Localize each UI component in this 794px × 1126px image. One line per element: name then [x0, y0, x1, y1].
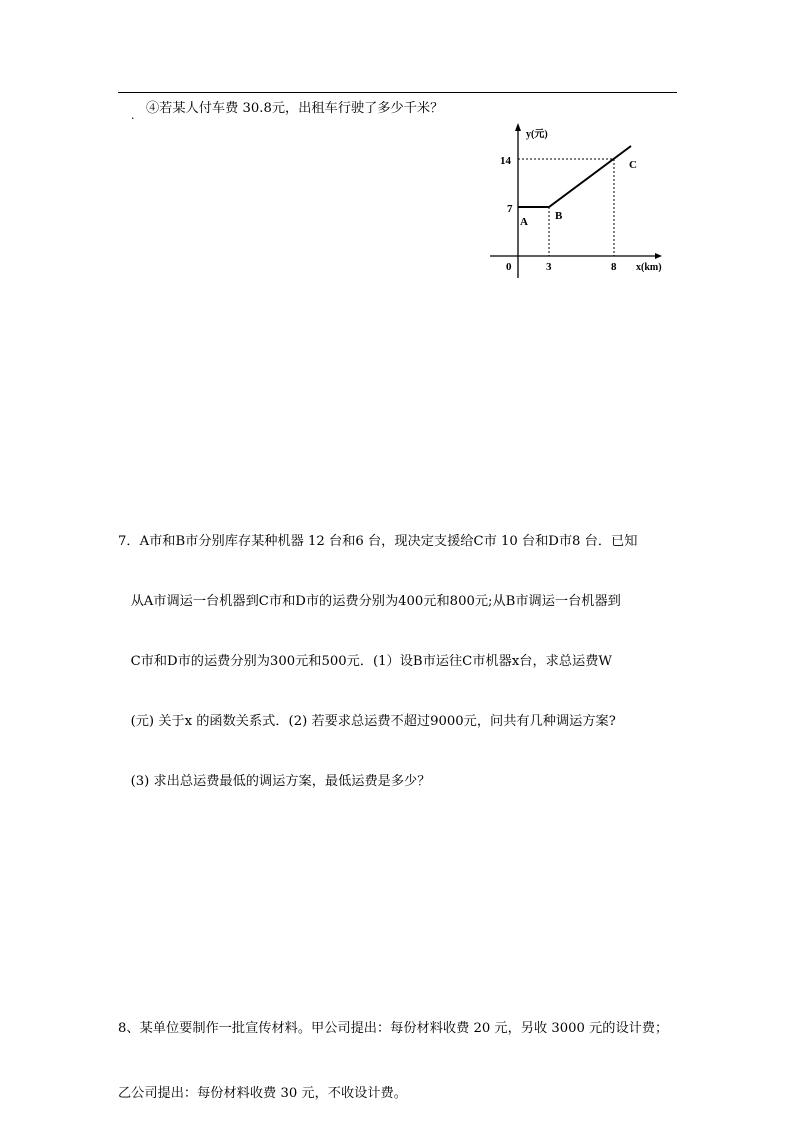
- question-7-line: C市和D市的运费分别为300元和500元．(1）设B市运往C市机器x台，求总运费W: [118, 654, 612, 669]
- x-axis-label: x(km): [636, 262, 662, 273]
- question-6-part-4: ④若某人付车费 30.8元，出租车行驶了多少千米？: [146, 101, 444, 116]
- question-8-line: 8、某单位要制作一批宣传材料。甲公司提出：每份材料收费 20 元，另收 3000 元的设计费；: [118, 1021, 669, 1036]
- question-7-line: (3) 求出总运费最低的调运方案，最低运费是多少？: [118, 774, 431, 789]
- x-tick-3: 3: [546, 261, 552, 273]
- y-axis-arrow: [515, 123, 521, 131]
- point-label-b: B: [555, 210, 563, 222]
- y-axis-label: y(元): [526, 129, 548, 140]
- question-7-line: (元) 关于x 的函数关系式．(2) 若要求总运费不超过9000元，问共有几种调运方案?: [118, 714, 616, 729]
- y-tick-14: 14: [500, 155, 511, 167]
- question-7-line: 7．A市和B市分别库存某种机器 12 台和6 台，现决定支援给C市 10 台和D市8 台．已知: [118, 534, 638, 549]
- origin-label: 0: [506, 261, 512, 273]
- question-7-line: 从A市调运一台机器到C市和D市的运费分别为400元和800元;从B市调运一台机器到: [118, 594, 621, 609]
- fare-graph-svg: [488, 118, 674, 278]
- point-label-a: A: [520, 216, 528, 228]
- question-8-line: 乙公司提出：每份材料收费 30 元，不收设计费。: [118, 1085, 407, 1101]
- y-tick-7: 7: [507, 203, 513, 215]
- x-axis-arrow: [655, 253, 662, 259]
- x-tick-8: 8: [611, 261, 617, 273]
- point-label-c: C: [629, 159, 637, 171]
- fare-graph: [488, 118, 674, 282]
- bullet-dot: .: [131, 109, 135, 122]
- question-7: [118, 492, 637, 812]
- question-8: [118, 975, 668, 1126]
- header-rule: [118, 92, 677, 93]
